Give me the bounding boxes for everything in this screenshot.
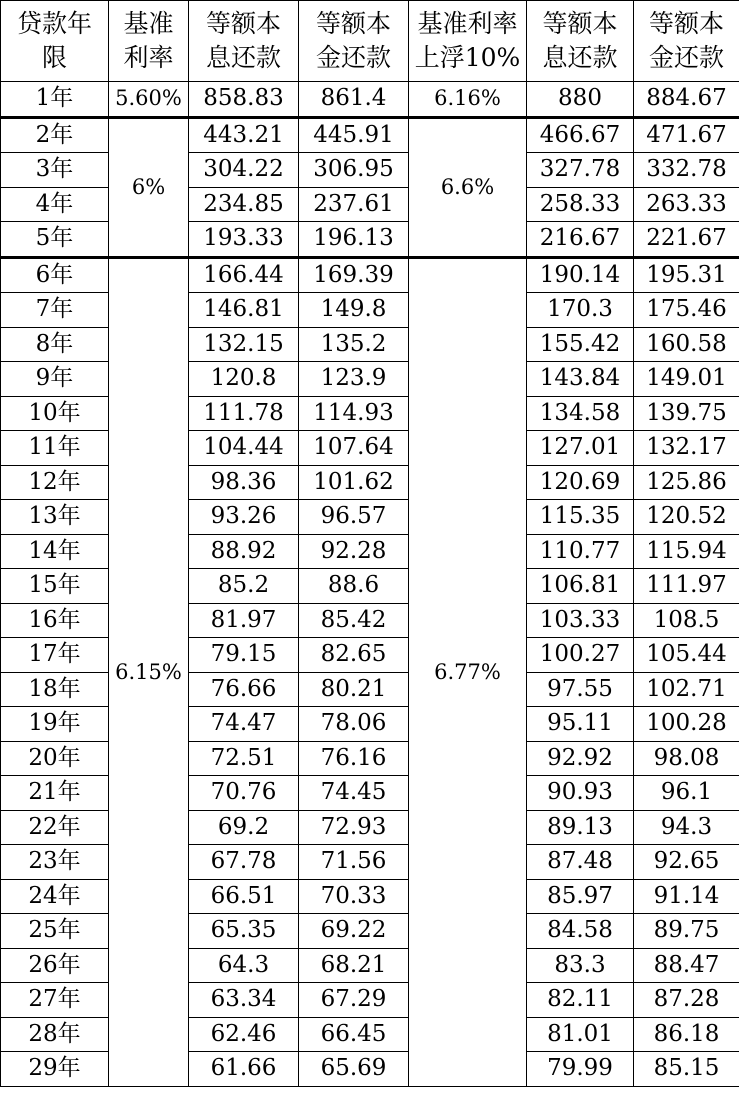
float-equal-installment-cell: 81.01 bbox=[527, 1017, 634, 1052]
base-equal-principal-cell: 67.29 bbox=[299, 983, 409, 1018]
float-equal-principal-cell: 115.94 bbox=[634, 534, 739, 569]
float-equal-installment-cell: 466.67 bbox=[527, 117, 634, 153]
header-float-rate: 基准利率 上浮10% bbox=[409, 1, 527, 82]
loan-term-cell: 10年 bbox=[1, 396, 109, 431]
float-equal-installment-cell: 170.3 bbox=[527, 293, 634, 328]
base-equal-principal-cell: 69.22 bbox=[299, 914, 409, 949]
float-equal-installment-cell: 103.33 bbox=[527, 603, 634, 638]
header-row bbox=[1, 1, 739, 82]
base-equal-installment-cell: 88.92 bbox=[189, 534, 299, 569]
float-equal-installment-cell: 143.84 bbox=[527, 362, 634, 397]
base-equal-installment-cell: 69.2 bbox=[189, 810, 299, 845]
base-equal-principal-cell: 66.45 bbox=[299, 1017, 409, 1052]
loan-term-cell: 3年 bbox=[1, 153, 109, 188]
float-equal-installment-cell: 190.14 bbox=[527, 257, 634, 293]
base-rate-cell: 5.60% bbox=[109, 82, 189, 118]
float-equal-principal-cell: 88.47 bbox=[634, 948, 739, 983]
base-equal-installment-cell: 111.78 bbox=[189, 396, 299, 431]
loan-term-cell: 18年 bbox=[1, 672, 109, 707]
loan-term-cell: 11年 bbox=[1, 431, 109, 466]
base-equal-principal-cell: 445.91 bbox=[299, 117, 409, 153]
loan-term-cell: 20年 bbox=[1, 741, 109, 776]
base-equal-installment-cell: 63.34 bbox=[189, 983, 299, 1018]
base-equal-principal-cell: 76.16 bbox=[299, 741, 409, 776]
base-equal-principal-cell: 149.8 bbox=[299, 293, 409, 328]
float-equal-installment-cell: 83.3 bbox=[527, 948, 634, 983]
float-equal-principal-cell: 120.52 bbox=[634, 500, 739, 535]
float-equal-principal-cell: 92.65 bbox=[634, 845, 739, 880]
float-equal-principal-cell: 221.67 bbox=[634, 222, 739, 258]
table-row bbox=[1, 117, 739, 153]
float-equal-installment-cell: 87.48 bbox=[527, 845, 634, 880]
base-equal-principal-cell: 92.28 bbox=[299, 534, 409, 569]
float-equal-principal-cell: 160.58 bbox=[634, 327, 739, 362]
float-equal-installment-cell: 258.33 bbox=[527, 187, 634, 222]
loan-term-cell: 24年 bbox=[1, 879, 109, 914]
base-equal-principal-cell: 107.64 bbox=[299, 431, 409, 466]
base-equal-installment-cell: 62.46 bbox=[189, 1017, 299, 1052]
loan-term-cell: 28年 bbox=[1, 1017, 109, 1052]
base-equal-principal-cell: 135.2 bbox=[299, 327, 409, 362]
float-equal-principal-cell: 100.28 bbox=[634, 707, 739, 742]
loan-term-cell: 14年 bbox=[1, 534, 109, 569]
float-equal-installment-cell: 127.01 bbox=[527, 431, 634, 466]
float-equal-installment-cell: 110.77 bbox=[527, 534, 634, 569]
loan-term-cell: 7年 bbox=[1, 293, 109, 328]
base-equal-principal-cell: 70.33 bbox=[299, 879, 409, 914]
base-equal-principal-cell: 123.9 bbox=[299, 362, 409, 397]
base-equal-installment-cell: 858.83 bbox=[189, 82, 299, 118]
header-float-equal-installment: 等额本 息还款 bbox=[527, 1, 634, 82]
base-equal-installment-cell: 132.15 bbox=[189, 327, 299, 362]
base-equal-principal-cell: 169.39 bbox=[299, 257, 409, 293]
base-equal-principal-cell: 74.45 bbox=[299, 776, 409, 811]
table-header bbox=[1, 1, 739, 82]
base-equal-installment-cell: 146.81 bbox=[189, 293, 299, 328]
float-equal-principal-cell: 884.67 bbox=[634, 82, 739, 118]
float-rate-cell: 6.16% bbox=[409, 82, 527, 118]
base-equal-installment-cell: 70.76 bbox=[189, 776, 299, 811]
float-equal-principal-cell: 102.71 bbox=[634, 672, 739, 707]
loan-term-cell: 2年 bbox=[1, 117, 109, 153]
base-equal-installment-cell: 61.66 bbox=[189, 1052, 299, 1087]
float-equal-principal-cell: 263.33 bbox=[634, 187, 739, 222]
base-equal-installment-cell: 166.44 bbox=[189, 257, 299, 293]
float-equal-installment-cell: 92.92 bbox=[527, 741, 634, 776]
base-equal-principal-cell: 65.69 bbox=[299, 1052, 409, 1087]
float-equal-principal-cell: 87.28 bbox=[634, 983, 739, 1018]
float-equal-principal-cell: 471.67 bbox=[634, 117, 739, 153]
base-equal-installment-cell: 304.22 bbox=[189, 153, 299, 188]
float-equal-principal-cell: 332.78 bbox=[634, 153, 739, 188]
base-equal-principal-cell: 80.21 bbox=[299, 672, 409, 707]
base-equal-installment-cell: 104.44 bbox=[189, 431, 299, 466]
base-equal-installment-cell: 234.85 bbox=[189, 187, 299, 222]
base-equal-principal-cell: 196.13 bbox=[299, 222, 409, 258]
loan-term-cell: 6年 bbox=[1, 257, 109, 293]
loan-term-cell: 5年 bbox=[1, 222, 109, 258]
float-equal-principal-cell: 195.31 bbox=[634, 257, 739, 293]
base-equal-installment-cell: 93.26 bbox=[189, 500, 299, 535]
base-equal-installment-cell: 72.51 bbox=[189, 741, 299, 776]
header-base-equal-installment: 等额本 息还款 bbox=[189, 1, 299, 82]
float-equal-principal-cell: 89.75 bbox=[634, 914, 739, 949]
loan-term-cell: 23年 bbox=[1, 845, 109, 880]
base-equal-installment-cell: 120.8 bbox=[189, 362, 299, 397]
base-equal-principal-cell: 114.93 bbox=[299, 396, 409, 431]
base-rate-cell: 6% bbox=[109, 117, 189, 257]
loan-term-cell: 19年 bbox=[1, 707, 109, 742]
base-equal-principal-cell: 96.57 bbox=[299, 500, 409, 535]
base-equal-installment-cell: 64.3 bbox=[189, 948, 299, 983]
float-equal-installment-cell: 97.55 bbox=[527, 672, 634, 707]
float-equal-principal-cell: 85.15 bbox=[634, 1052, 739, 1087]
loan-term-cell: 21年 bbox=[1, 776, 109, 811]
base-equal-installment-cell: 81.97 bbox=[189, 603, 299, 638]
loan-term-cell: 13年 bbox=[1, 500, 109, 535]
base-equal-principal-cell: 72.93 bbox=[299, 810, 409, 845]
header-float-equal-principal: 等额本 金还款 bbox=[634, 1, 739, 82]
float-equal-installment-cell: 327.78 bbox=[527, 153, 634, 188]
base-equal-principal-cell: 88.6 bbox=[299, 569, 409, 604]
loan-term-cell: 15年 bbox=[1, 569, 109, 604]
base-equal-installment-cell: 98.36 bbox=[189, 465, 299, 500]
base-equal-principal-cell: 861.4 bbox=[299, 82, 409, 118]
float-equal-installment-cell: 155.42 bbox=[527, 327, 634, 362]
float-equal-principal-cell: 86.18 bbox=[634, 1017, 739, 1052]
float-equal-principal-cell: 91.14 bbox=[634, 879, 739, 914]
float-equal-installment-cell: 85.97 bbox=[527, 879, 634, 914]
table-row bbox=[1, 82, 739, 118]
base-equal-principal-cell: 237.61 bbox=[299, 187, 409, 222]
loan-term-cell: 29年 bbox=[1, 1052, 109, 1087]
loan-term-cell: 8年 bbox=[1, 327, 109, 362]
loan-term-cell: 4年 bbox=[1, 187, 109, 222]
float-equal-installment-cell: 134.58 bbox=[527, 396, 634, 431]
base-equal-installment-cell: 66.51 bbox=[189, 879, 299, 914]
base-equal-principal-cell: 85.42 bbox=[299, 603, 409, 638]
float-equal-installment-cell: 120.69 bbox=[527, 465, 634, 500]
loan-term-cell: 27年 bbox=[1, 983, 109, 1018]
float-equal-installment-cell: 84.58 bbox=[527, 914, 634, 949]
float-equal-principal-cell: 132.17 bbox=[634, 431, 739, 466]
float-equal-principal-cell: 175.46 bbox=[634, 293, 739, 328]
loan-term-cell: 16年 bbox=[1, 603, 109, 638]
float-equal-installment-cell: 880 bbox=[527, 82, 634, 118]
loan-term-cell: 25年 bbox=[1, 914, 109, 949]
base-equal-installment-cell: 67.78 bbox=[189, 845, 299, 880]
float-equal-principal-cell: 105.44 bbox=[634, 638, 739, 673]
float-equal-principal-cell: 149.01 bbox=[634, 362, 739, 397]
table-row bbox=[1, 257, 739, 293]
float-equal-installment-cell: 95.11 bbox=[527, 707, 634, 742]
float-equal-principal-cell: 94.3 bbox=[634, 810, 739, 845]
base-equal-installment-cell: 79.15 bbox=[189, 638, 299, 673]
float-equal-principal-cell: 108.5 bbox=[634, 603, 739, 638]
loan-term-cell: 12年 bbox=[1, 465, 109, 500]
float-equal-installment-cell: 100.27 bbox=[527, 638, 634, 673]
base-equal-principal-cell: 101.62 bbox=[299, 465, 409, 500]
float-equal-installment-cell: 115.35 bbox=[527, 500, 634, 535]
float-equal-installment-cell: 79.99 bbox=[527, 1052, 634, 1087]
float-equal-principal-cell: 111.97 bbox=[634, 569, 739, 604]
float-equal-installment-cell: 90.93 bbox=[527, 776, 634, 811]
base-equal-installment-cell: 193.33 bbox=[189, 222, 299, 258]
float-equal-installment-cell: 216.67 bbox=[527, 222, 634, 258]
base-equal-installment-cell: 65.35 bbox=[189, 914, 299, 949]
loan-term-cell: 22年 bbox=[1, 810, 109, 845]
base-equal-installment-cell: 443.21 bbox=[189, 117, 299, 153]
float-equal-principal-cell: 98.08 bbox=[634, 741, 739, 776]
base-equal-installment-cell: 74.47 bbox=[189, 707, 299, 742]
loan-term-cell: 26年 bbox=[1, 948, 109, 983]
base-equal-installment-cell: 85.2 bbox=[189, 569, 299, 604]
float-rate-cell: 6.6% bbox=[409, 117, 527, 257]
float-equal-principal-cell: 125.86 bbox=[634, 465, 739, 500]
float-equal-principal-cell: 96.1 bbox=[634, 776, 739, 811]
base-equal-installment-cell: 76.66 bbox=[189, 672, 299, 707]
float-equal-installment-cell: 89.13 bbox=[527, 810, 634, 845]
float-equal-installment-cell: 82.11 bbox=[527, 983, 634, 1018]
table-body bbox=[1, 82, 739, 1087]
base-equal-principal-cell: 71.56 bbox=[299, 845, 409, 880]
header-loan-term: 贷款年 限 bbox=[1, 1, 109, 82]
header-base-rate: 基准 利率 bbox=[109, 1, 189, 82]
base-equal-principal-cell: 78.06 bbox=[299, 707, 409, 742]
base-equal-principal-cell: 82.65 bbox=[299, 638, 409, 673]
float-equal-installment-cell: 106.81 bbox=[527, 569, 634, 604]
loan-term-cell: 1年 bbox=[1, 82, 109, 118]
header-base-equal-principal: 等额本 金还款 bbox=[299, 1, 409, 82]
base-equal-principal-cell: 68.21 bbox=[299, 948, 409, 983]
loan-term-cell: 9年 bbox=[1, 362, 109, 397]
base-rate-cell: 6.15% bbox=[109, 257, 189, 1086]
float-rate-cell: 6.77% bbox=[409, 257, 527, 1086]
loan-term-cell: 17年 bbox=[1, 638, 109, 673]
base-equal-principal-cell: 306.95 bbox=[299, 153, 409, 188]
float-equal-principal-cell: 139.75 bbox=[634, 396, 739, 431]
